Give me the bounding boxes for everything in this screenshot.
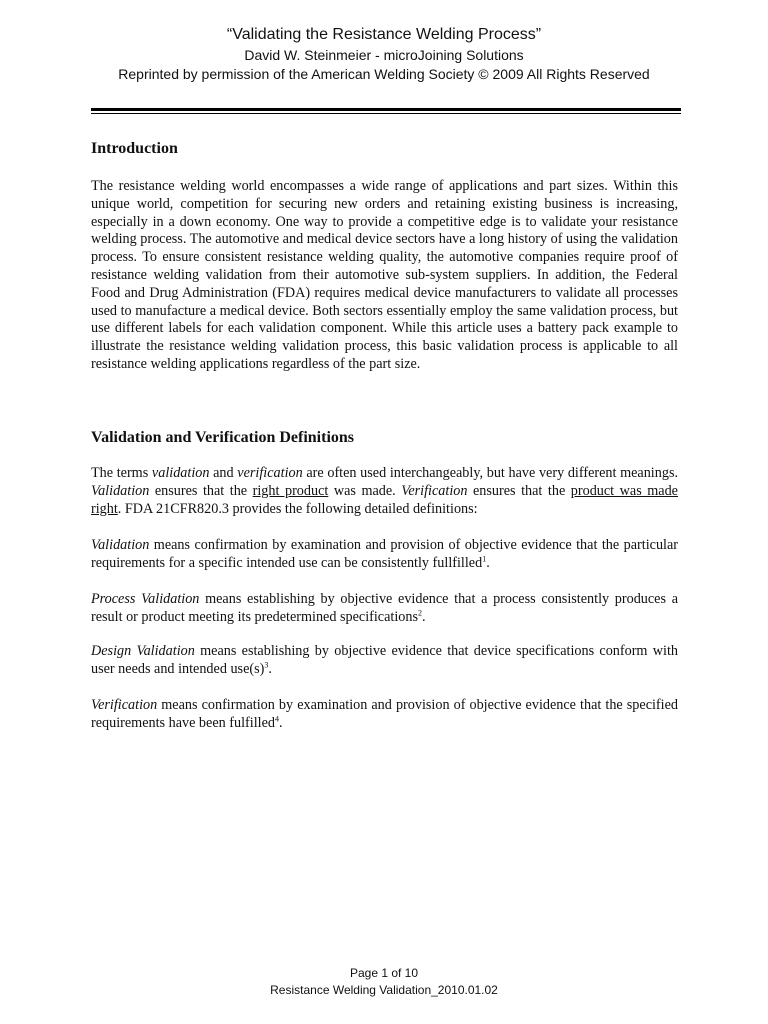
definition-text: means confirmation by examination and provision of objective evidence that the particular requirements for a specific intended use can be consistently fullfilled <box>91 537 678 571</box>
footnote-ref: 3 <box>264 660 269 670</box>
definition-term: Design Validation <box>91 643 195 659</box>
header-rule-thick <box>91 108 681 111</box>
term-validation: Validation <box>91 482 150 499</box>
footnote-ref: 4 <box>274 714 279 724</box>
introduction-section <box>91 139 678 374</box>
terms-text: are often used interchangeably, but have very different meanings. <box>302 465 679 481</box>
definition-end: . <box>486 554 490 571</box>
definitions-section <box>91 428 678 518</box>
right-product-underlined: right product <box>252 482 329 499</box>
terms-text: and <box>209 465 238 481</box>
terms-text: . FDA 21CFR820.3 provides the following detailed definitions: <box>117 500 478 517</box>
definition-term: Verification <box>91 697 158 713</box>
definition-paragraph <box>91 537 678 573</box>
definition-validation <box>91 537 678 573</box>
page-footer <box>0 965 768 999</box>
product-made-right-underlined: product was made right <box>91 482 678 517</box>
terms-text: ensures that the <box>149 482 253 499</box>
reprint-line: Reprinted by permission of the American Welding Society © 2009 All Rights Reserved <box>118 66 650 82</box>
terms-paragraph <box>91 465 678 518</box>
introduction-heading: Introduction <box>91 140 178 157</box>
definition-paragraph <box>91 591 678 627</box>
definition-design-validation <box>91 643 678 679</box>
document-title: “Validating the Resistance Welding Process” <box>226 26 542 43</box>
definition-text: means establishing by objective evidence that device specifications conform with user needs and intended use(s) <box>91 643 678 677</box>
introduction-paragraph: The resistance welding world encompasses a wide range of applications and part sizes. Within this unique world, competition for securing new orders and retaining existing business is increasing, especially in a down economy. One way to provide a competitive edge is to validate your resistance welding process. The automotive and medical device sectors have a long history of using the validation process. To ensure consistent resistance welding quality, the automotive companies require proof of resistance welding validation from their automotive sub-system suppliers. In addition, the Federal Food and Drug Administration (FDA) requires medical device manufacturers to validate all processes used to manufacture a medical device. Both sectors essentially employ the same validation process, but use different labels for each validation component. While this article uses a battery pack example to illustrate the resistance welding validation process, this basic validation process is applicable to all resistance welding applications regardless of the part size. <box>91 178 678 372</box>
page-number: Page 1 of 10 <box>349 966 419 980</box>
terms-text: ensures that the <box>467 482 571 499</box>
definition-end: . <box>422 608 426 625</box>
footnote-ref: 1 <box>482 554 487 564</box>
definitions-heading: Validation and Verification Definitions <box>91 429 355 446</box>
terms-text: was made. <box>328 482 402 499</box>
term-verification: verification <box>237 465 303 481</box>
definition-paragraph <box>91 643 678 679</box>
definition-text: means confirmation by examination and provision of objective evidence that the specified requirements have been fulfilled <box>91 697 678 731</box>
footnote-ref: 2 <box>418 608 422 618</box>
definition-end: . <box>278 714 283 731</box>
definition-verification <box>91 697 678 733</box>
definition-term: Process Validation <box>91 591 200 607</box>
document-id: Resistance Welding Validation_2010.01.02 <box>270 983 498 997</box>
term-verification: Verification <box>401 482 468 499</box>
terms-text: The terms <box>91 465 152 481</box>
document-header <box>0 24 768 84</box>
definition-end: . <box>268 660 272 677</box>
term-validation: validation <box>151 465 210 481</box>
author-line: David W. Steinmeier - microJoining Solutions <box>244 47 524 63</box>
definition-paragraph <box>91 697 678 733</box>
header-rule-thin <box>91 113 681 114</box>
definition-process-validation <box>91 591 678 627</box>
definition-text: means establishing by objective evidence that a process consistently produces a result or product meeting its predetermined specifications <box>91 591 678 625</box>
definition-term: Validation <box>91 537 150 553</box>
